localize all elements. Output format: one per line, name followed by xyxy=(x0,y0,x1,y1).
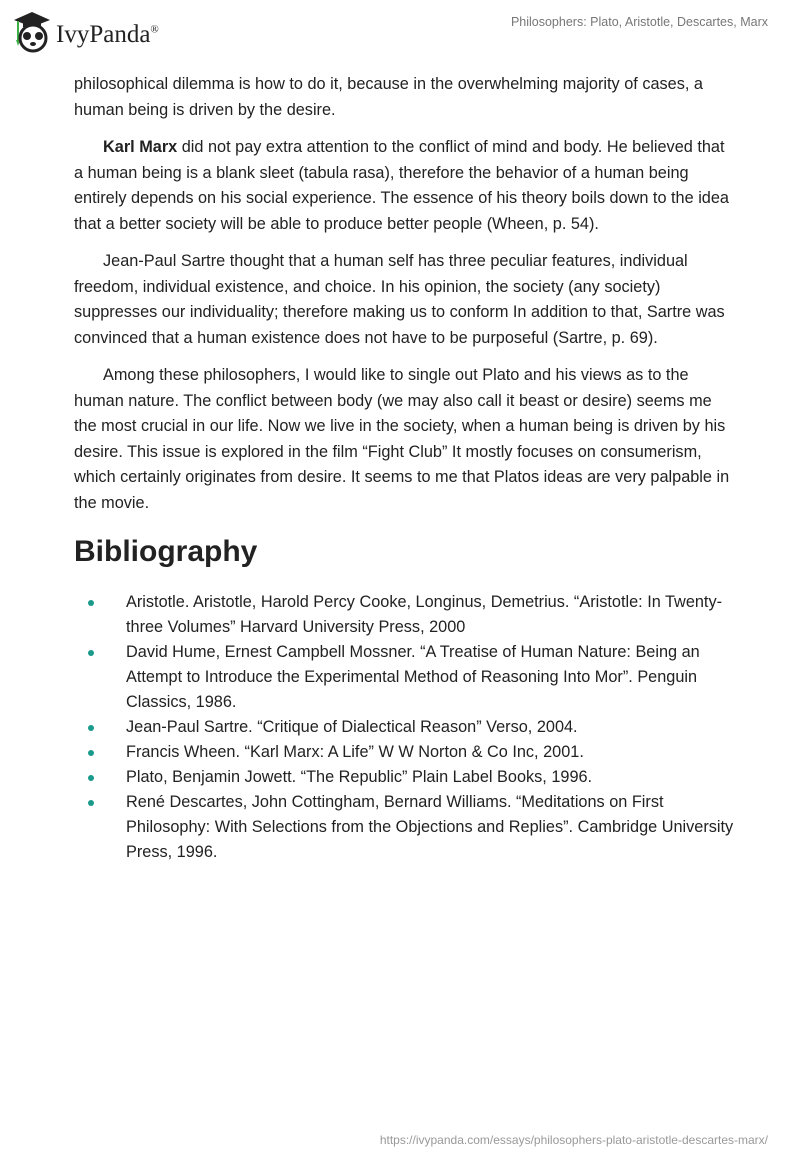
brand-text: IvyPanda xyxy=(56,21,151,48)
bullet-icon xyxy=(88,650,94,656)
bullet-icon xyxy=(88,800,94,806)
bibliography-item xyxy=(74,715,734,740)
bibliography-item xyxy=(74,640,734,715)
bibliography-item xyxy=(74,590,734,640)
bold-name: Karl Marx xyxy=(103,138,178,156)
source-url[interactable]: https://ivypanda.com/essays/philosophers-plato-aristotle-descartes-marx/ xyxy=(379,1133,768,1147)
essay-content xyxy=(74,72,734,865)
citation-text: Jean-Paul Sartre. “Critique of Dialectical Reason” Verso, 2004. xyxy=(126,718,578,736)
ivypanda-logo[interactable] xyxy=(12,8,159,54)
bullet-icon xyxy=(88,725,94,731)
paragraph xyxy=(74,135,734,237)
panda-graduate-icon xyxy=(12,8,52,54)
bullet-icon xyxy=(88,750,94,756)
bibliography-heading: Bibliography xyxy=(74,535,258,568)
paragraph-text: did not pay extra attention to the conflict of mind and body. He believed that a human being is a blank sleet (tabula rasa), therefore the behavior of a human being entirely depends on his social experience. The essence of his theory boils down to the idea that a better society will be able to produce better people (Wheen, p. 54). xyxy=(74,138,729,233)
citation-text: Plato, Benjamin Jowett. “The Republic” Plain Label Books, 1996. xyxy=(126,768,593,786)
citation-text: Francis Wheen. “Karl Marx: A Life” W W Norton & Co Inc, 2001. xyxy=(126,743,584,761)
paragraph xyxy=(74,72,734,123)
brand-name xyxy=(56,21,159,49)
bibliography-item xyxy=(74,740,734,765)
bibliography-item xyxy=(74,790,734,865)
citation-text: Aristotle. Aristotle, Harold Percy Cooke, Longinus, Demetrius. “Aristotle: In Twenty- three Volumes” Harvard University Press, 2000 xyxy=(126,593,723,636)
citation-text: David Hume, Ernest Campbell Mossner. “A Treatise of Human Nature: Being an Attempt to Introduce the Experimental Method of Reasoning Into Mor”. Penguin Classics, 1986. xyxy=(126,643,700,711)
page-header xyxy=(0,0,800,60)
bullet-icon xyxy=(88,775,94,781)
paragraph-text: Among these philosophers, I would like to single out Plato and his views as to the human nature. The conflict between body (we may also call it beast or desire) seems me the most crucial in our life. Now we live in the society, when a human being is driven by his desire. This issue is explored in the film “Fight Club” It mostly focuses on consumerism, which certainly originates from desire. It seems to me that Platos ideas are very palpable in the movie. xyxy=(74,366,730,512)
paragraph xyxy=(74,363,734,516)
bibliography-list xyxy=(74,590,734,865)
paragraph-text: Jean-Paul Sartre thought that a human self has three peculiar features, individual freedom, individual existence, and choice. In his opinion, the society (any society) suppresses our individuality; therefore making us to conform In addition to that, Sartre was convinced that a human existence does not have to be purposeful (Sartre, p. 69). xyxy=(74,252,725,347)
registered-mark: ® xyxy=(150,23,159,36)
document-title: Philosophers: Plato, Aristotle, Descartes, Marx xyxy=(510,15,768,29)
citation-text: René Descartes, John Cottingham, Bernard Williams. “Meditations on First Philosophy: With Selections from the Objections and Replies”. Cambridge University Press, 1996. xyxy=(126,793,734,861)
paragraph xyxy=(74,249,734,351)
paragraph-text: philosophical dilemma is how to do it, because in the overwhelming majority of cases, a human being is driven by the desire. xyxy=(74,75,703,119)
bullet-icon xyxy=(88,600,94,606)
bibliography-item xyxy=(74,765,734,790)
